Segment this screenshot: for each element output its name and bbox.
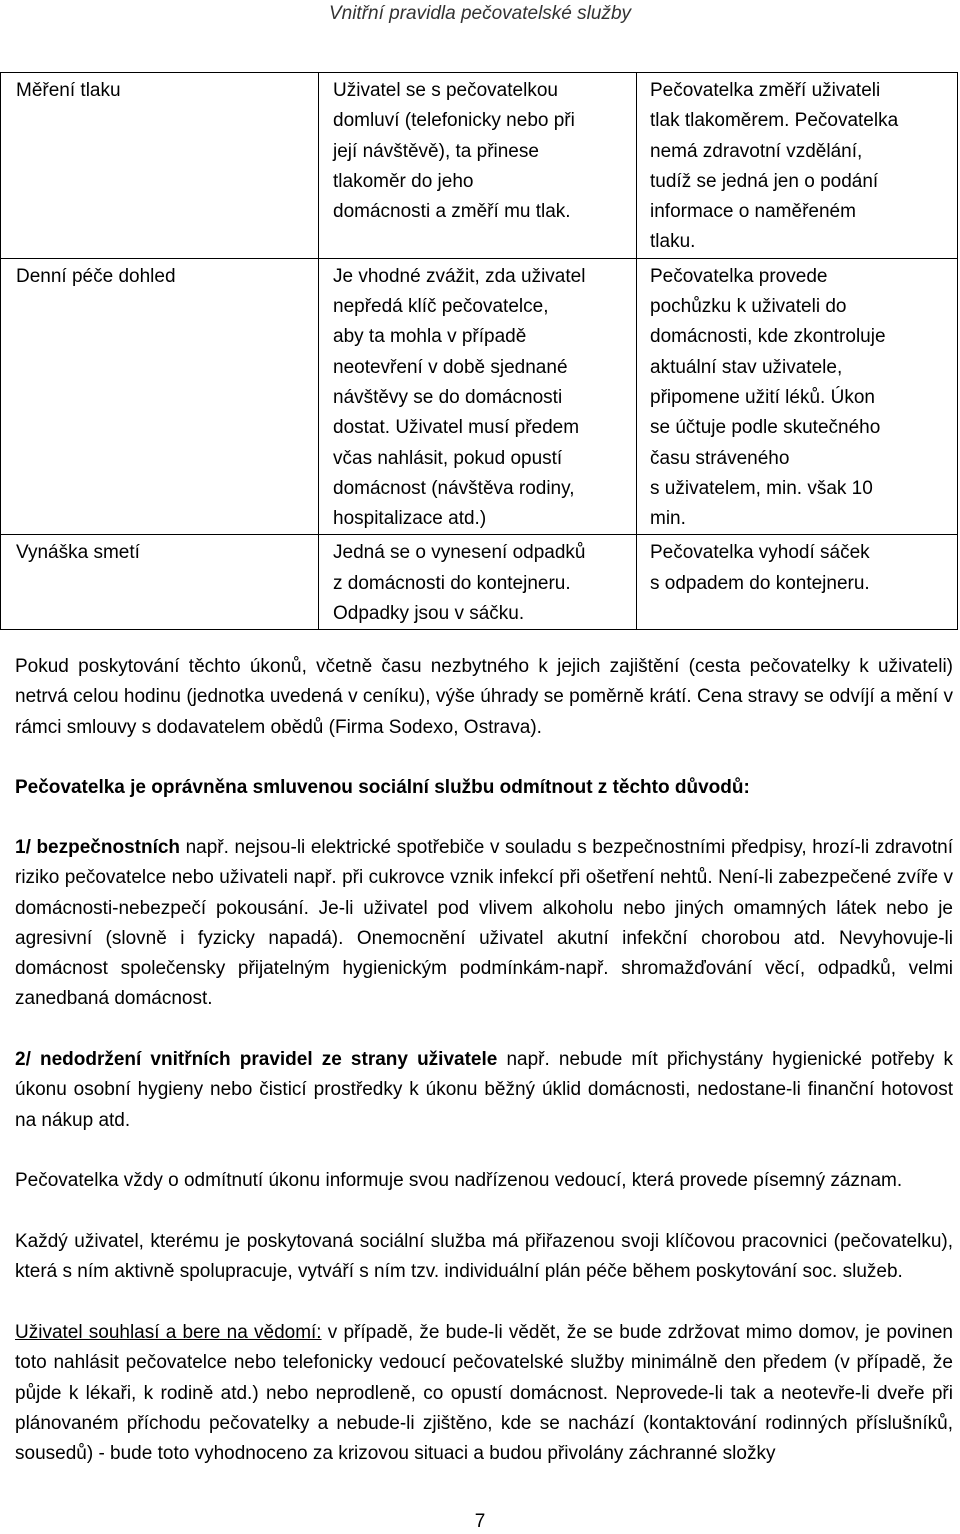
reason-2-label: 2/ nedodržení vnitřních pravidel ze strany uživatele [15,1049,498,1070]
services-table [0,72,958,630]
table-row [1,535,958,630]
service-name: Denní péče dohled [16,265,176,287]
service-name-cell [1,258,319,535]
service-name: Měření tlaku [16,80,121,101]
service-conditions: Je vhodné zvážit, zda uživatel nepředá klíč pečovatelce, aby ta mohla v případě neotevření v době sjednané návštěvy se do domácnosti dostat. Uživatel musí předem včas nahlásit, pokud opustí domácnost (návštěva rodiny, hospitalizace atd.) [333,265,586,530]
refusal-record-paragraph: Pečovatelka vždy o odmítnutí úkonu informuje svou nadřízenou vedoucí, která provede písemný záznam. [15,1170,903,1191]
consent-text: v případě, že bude-li vědět, že se bude zdržovat mimo domov, je povinen toto nahlásit pečovatelce nebo telefonicky vedoucí pečovatelské služby minimálně den předem (v případě, že půjde k lékaři, k rodině atd.) nebo neprodleně, co opustí domácnost. Neprovede-li tak a neotevře-li dveře při plánovaném příchodu pečovatelky a nebude-li zjištěno, kde se nachází (kontaktování rodinných příslušníků, sousedů) - bude toto vyhodnoceno za krizovou situaci a budou přivolány záchranné složky [15,1322,953,1465]
reason-2-text: např. nebude mít přichystány hygienické potřeby k úkonu osobní hygieny nebo čisticí prostředky k úkonu běžný úklid domácnosti, nedostane-li finanční hotovost na nákup atd. [15,1049,953,1131]
service-description: Pečovatelka provede pochůzku k uživateli do domácnosti, kde zkontroluje aktuální stav uživatele, připomene užití léků. Úkon se účtuje podle skutečného času stráveného s uživatelem, min. však 10 min. [650,265,886,530]
refusal-heading: Pečovatelka je oprávněna smluvenou sociální službu odmítnout z těchto důvodů: [15,777,750,798]
service-name: Vynáška smetí [16,542,140,564]
table-row [1,258,958,535]
service-description-cell [637,73,958,259]
service-conditions: Uživatel se s pečovatelkou domluví (telefonicky nebo při její návštěvě), ta přinese tlakoměr do jeho domácnosti a změří mu tlak. [333,80,575,223]
service-description: Pečovatelka vyhodí sáček s odpadem do kontejneru. [650,542,870,594]
consent-paragraph [15,1318,953,1469]
refusal-reason-1 [15,833,953,1015]
service-description-cell [637,535,958,630]
service-conditions-cell [319,258,637,535]
reason-1-label: 1/ bezpečnostních [15,837,181,858]
key-worker-paragraph: Každý uživatel, kterému je poskytovaná sociální služba má přiřazenou svoji klíčovou pracovnici (pečovatelku), která s ním aktivně spolupracuje, vytváří s ním tzv. individuální plán péče během poskytování soc. služeb. [15,1231,953,1283]
service-conditions-cell [319,73,637,259]
service-conditions: Jedná se o vynesení odpadků z domácnosti do kontejneru. Odpadky jsou v sáčku. [333,542,586,625]
pricing-paragraph: Pokud poskytování těchto úkonů, včetně času nezbytného k jejich zajištění (cesta pečovatelky k uživateli) netrvá celou hodinu (jednotka uvedená v ceníku), výše úhrady se poměrně krátí. Cena stravy se odvíjí a mění v rámci smlouvy s dodavatelem obědů (Firma Sodexo, Ostrava). [15,656,953,738]
service-name-cell [1,535,319,630]
service-description: Pečovatelka změří uživateli tlak tlakoměrem. Pečovatelka nemá zdravotní vzdělání, tudíž se jedná jen o podání informace o naměřeném tlaku. [650,80,899,253]
service-description-cell [637,258,958,535]
service-conditions-cell [319,535,637,630]
consent-label: Uživatel souhlasí a bere na vědomí: [15,1322,322,1343]
page-header: Vnitřní pravidla pečovatelské služby [328,3,632,24]
page-number: 7 [474,1511,486,1532]
reason-1-text: např. nejsou-li elektrické spotřebiče v souladu s bezpečnostními předpisy, hrozí-li zdravotní riziko pečovatelce nebo uživateli např. při cukrovce vznik infekcí při ošetření nehtů. Není-li zabezpečené zvíře v domácnosti-nebezpečí pokousání. Je-li uživatel pod vlivem alkoholu nebo jiných omamných látek nebo je agresivní (slovně i fyzicky napadá). Onemocnění uživatel akutní infekční chorobou atd. Nevyhovuje-li domácnost společensky přijatelným hygienickým podmínkám-např. shromažďování věcí, odpadků, velmi zanedbaná domácnost. [15,837,953,1010]
refusal-reason-2 [15,1045,953,1136]
table-row [1,73,958,259]
service-name-cell [1,73,319,259]
